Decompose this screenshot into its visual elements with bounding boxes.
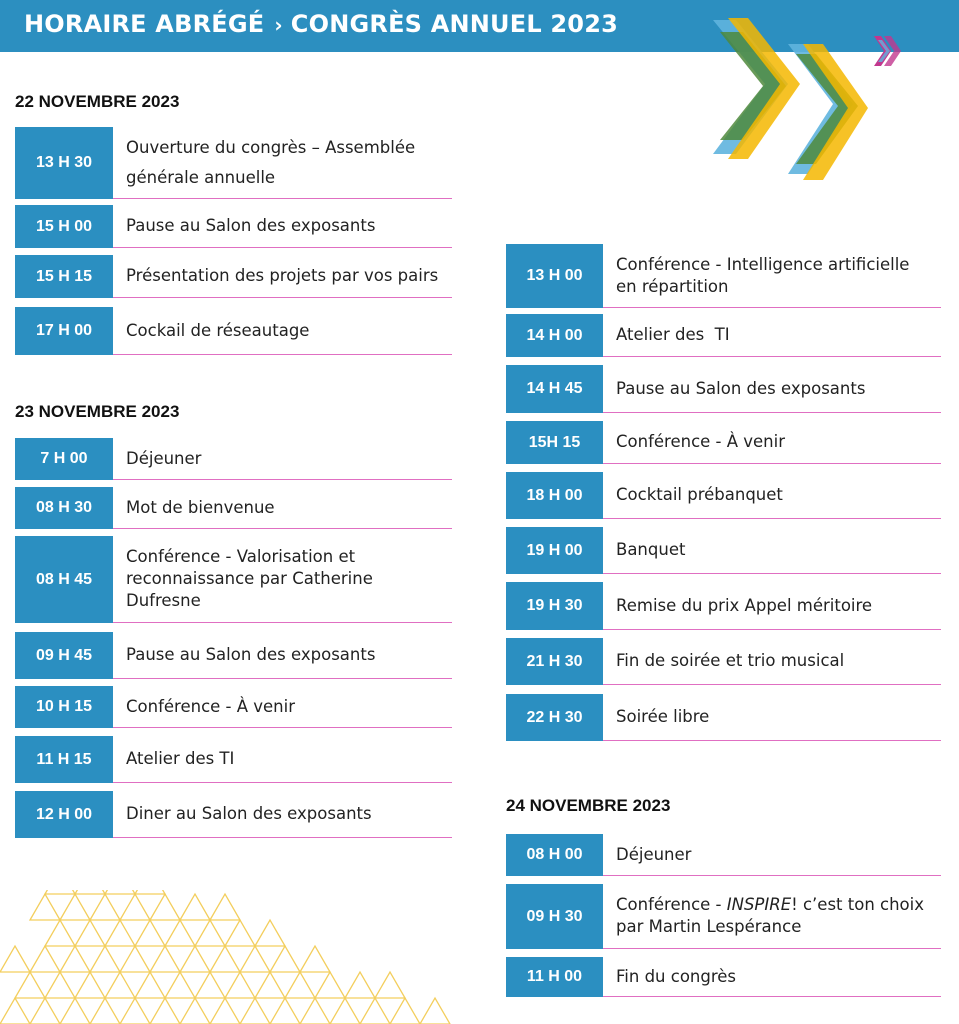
triangle-shape bbox=[195, 972, 225, 998]
time-box: 13 H 00 bbox=[506, 244, 603, 308]
triangle-shape bbox=[135, 972, 165, 998]
triangle-shape bbox=[150, 998, 180, 1024]
triangle-shape bbox=[30, 894, 60, 920]
triangle-shape bbox=[45, 890, 75, 894]
triangle-shape bbox=[360, 998, 390, 1024]
event-label: Déjeuner bbox=[113, 438, 452, 480]
triangle-shape bbox=[120, 998, 150, 1024]
event-label-part: Conférence - bbox=[616, 895, 727, 914]
event-label: Conférence - À venir bbox=[113, 686, 452, 728]
time-box: 21 H 30 bbox=[506, 638, 603, 685]
schedule-row bbox=[506, 314, 941, 357]
time-box: 11 H 15 bbox=[15, 736, 113, 783]
triangle-shape bbox=[165, 920, 195, 946]
double-chevron-graphic bbox=[708, 14, 878, 184]
triangle-shape bbox=[240, 998, 270, 1024]
triangle-shape bbox=[45, 920, 75, 946]
triangle-shape bbox=[90, 998, 120, 1024]
time-box: 13 H 30 bbox=[15, 127, 113, 199]
event-label bbox=[603, 884, 941, 949]
event-label: Soirée libre bbox=[603, 694, 941, 741]
triangle-shape bbox=[180, 946, 210, 972]
schedule-row bbox=[15, 686, 452, 728]
triangle-shape bbox=[270, 946, 300, 972]
time-box: 14 H 00 bbox=[506, 314, 603, 357]
schedule-row bbox=[15, 127, 452, 199]
triangle-shape bbox=[420, 998, 450, 1024]
title-separator: › bbox=[274, 13, 283, 37]
schedule-row bbox=[15, 536, 452, 623]
time-box: 7 H 00 bbox=[15, 438, 113, 480]
event-label: Conférence - À venir bbox=[603, 421, 941, 464]
time-box: 11 H 00 bbox=[506, 957, 603, 997]
triangle-shape bbox=[330, 998, 360, 1024]
schedule-row bbox=[15, 255, 452, 298]
time-box: 15 H 15 bbox=[15, 255, 113, 298]
schedule-row bbox=[15, 307, 452, 355]
schedule-row bbox=[15, 791, 452, 838]
triangle-shape bbox=[45, 972, 75, 998]
date-heading-22-nov: 22 NOVEMBRE 2023 bbox=[15, 92, 180, 111]
event-label-emphasis: INSPIRE bbox=[726, 895, 792, 914]
event-label: Atelier des TI bbox=[113, 736, 452, 783]
schedule-row bbox=[506, 421, 941, 464]
yellow-triangle-pattern bbox=[0, 890, 470, 1024]
triangle-shape bbox=[300, 998, 330, 1024]
triangle-shape bbox=[120, 894, 150, 920]
triangle-shape bbox=[210, 894, 240, 920]
schedule-row bbox=[506, 582, 941, 630]
time-box: 19 H 00 bbox=[506, 527, 603, 574]
triangle-shape bbox=[195, 920, 225, 946]
time-box: 09 H 45 bbox=[15, 632, 113, 679]
triangle-shape bbox=[90, 894, 120, 920]
event-label: Banquet bbox=[603, 527, 941, 574]
triangle-shape bbox=[390, 998, 420, 1024]
event-label: Cocktail prébanquet bbox=[603, 472, 941, 519]
triangle-shape bbox=[105, 972, 135, 998]
time-box: 09 H 30 bbox=[506, 884, 603, 949]
triangle-shape bbox=[60, 998, 90, 1024]
triangle-shape bbox=[270, 998, 300, 1024]
schedule-row bbox=[15, 438, 452, 480]
triangle-shape bbox=[225, 972, 255, 998]
time-box: 15H 15 bbox=[506, 421, 603, 464]
event-label: Fin du congrès bbox=[603, 957, 941, 997]
triangle-shape bbox=[75, 890, 105, 894]
time-box: 08 H 45 bbox=[15, 536, 113, 623]
time-box: 17 H 00 bbox=[15, 307, 113, 355]
triangle-shape bbox=[135, 890, 165, 894]
title-right: CONGRÈS ANNUEL 2023 bbox=[290, 10, 618, 38]
triangle-shape bbox=[30, 946, 60, 972]
time-box: 12 H 00 bbox=[15, 791, 113, 838]
event-label: Présentation des projets par vos pairs bbox=[113, 255, 452, 298]
triangle-shape bbox=[240, 946, 270, 972]
event-label: Conférence - Intelligence artificielle en répartition bbox=[603, 244, 941, 308]
triangle-shape bbox=[105, 890, 135, 894]
triangle-shape bbox=[0, 998, 30, 1024]
triangle-shape bbox=[165, 972, 195, 998]
event-label: Remise du prix Appel méritoire bbox=[603, 582, 941, 630]
event-label: Mot de bienvenue bbox=[113, 487, 452, 529]
event-label: Pause au Salon des exposants bbox=[603, 365, 941, 413]
triangle-shape bbox=[180, 894, 210, 920]
triangle-shape bbox=[60, 946, 90, 972]
date-heading-23-nov: 23 NOVEMBRE 2023 bbox=[15, 402, 180, 421]
schedule-row bbox=[15, 736, 452, 783]
schedule-row bbox=[506, 244, 941, 308]
event-label: Diner au Salon des exposants bbox=[113, 791, 452, 838]
triangle-shape bbox=[300, 946, 330, 972]
triangle-shape bbox=[60, 894, 90, 920]
time-box: 22 H 30 bbox=[506, 694, 603, 741]
triangle-shape bbox=[375, 972, 405, 998]
title-left: HORAIRE ABRÉGÉ bbox=[24, 10, 265, 38]
triangle-shape bbox=[75, 972, 105, 998]
page-title bbox=[24, 10, 618, 38]
schedule-row bbox=[15, 205, 452, 248]
time-box: 15 H 00 bbox=[15, 205, 113, 248]
triangle-shape bbox=[255, 920, 285, 946]
triangle-shape bbox=[255, 972, 285, 998]
triangle-shape bbox=[135, 920, 165, 946]
schedule-row bbox=[15, 487, 452, 529]
triangle-shape bbox=[180, 998, 210, 1024]
time-box: 14 H 45 bbox=[506, 365, 603, 413]
time-box: 18 H 00 bbox=[506, 472, 603, 519]
triangle-shape bbox=[210, 998, 240, 1024]
triangle-shape bbox=[210, 946, 240, 972]
event-label: Conférence - Valorisation et reconnaissance par Catherine Dufresne bbox=[113, 536, 452, 623]
triangle-shape bbox=[150, 894, 180, 920]
triangle-shape bbox=[150, 946, 180, 972]
time-box: 08 H 30 bbox=[15, 487, 113, 529]
event-label: Ouverture du congrès – Assemblée générale annuelle bbox=[113, 127, 452, 199]
event-label: Pause au Salon des exposants bbox=[113, 632, 452, 679]
schedule-row bbox=[506, 365, 941, 413]
triangle-shape bbox=[225, 920, 255, 946]
triangle-shape bbox=[285, 972, 315, 998]
event-label: Cockail de réseautage bbox=[113, 307, 452, 355]
time-box: 10 H 15 bbox=[15, 686, 113, 728]
date-heading-24-nov: 24 NOVEMBRE 2023 bbox=[506, 796, 671, 815]
schedule-row bbox=[506, 694, 941, 741]
triangle-shape bbox=[0, 946, 30, 972]
triangle-shape bbox=[90, 946, 120, 972]
triangle-shape bbox=[15, 972, 45, 998]
event-label: Déjeuner bbox=[603, 834, 941, 876]
schedule-row bbox=[506, 638, 941, 685]
triangle-shape bbox=[30, 998, 60, 1024]
pink-double-chevron-icon bbox=[872, 34, 906, 68]
triangle-shape bbox=[75, 920, 105, 946]
triangle-shape bbox=[120, 946, 150, 972]
schedule-row bbox=[506, 527, 941, 574]
schedule-row bbox=[506, 472, 941, 519]
schedule-row bbox=[15, 632, 452, 679]
schedule-row bbox=[506, 957, 941, 997]
event-label-part: ! c’est ton choix par Martin Lespérance bbox=[616, 895, 925, 936]
time-box: 08 H 00 bbox=[506, 834, 603, 876]
triangle-shape bbox=[105, 920, 135, 946]
schedule-row bbox=[506, 884, 941, 949]
schedule-row bbox=[506, 834, 941, 876]
triangle-shape bbox=[315, 972, 345, 998]
triangle-shape bbox=[345, 972, 375, 998]
event-label: Fin de soirée et trio musical bbox=[603, 638, 941, 685]
event-label: Pause au Salon des exposants bbox=[113, 205, 452, 248]
time-box: 19 H 30 bbox=[506, 582, 603, 630]
event-label: Atelier des TI bbox=[603, 314, 941, 357]
